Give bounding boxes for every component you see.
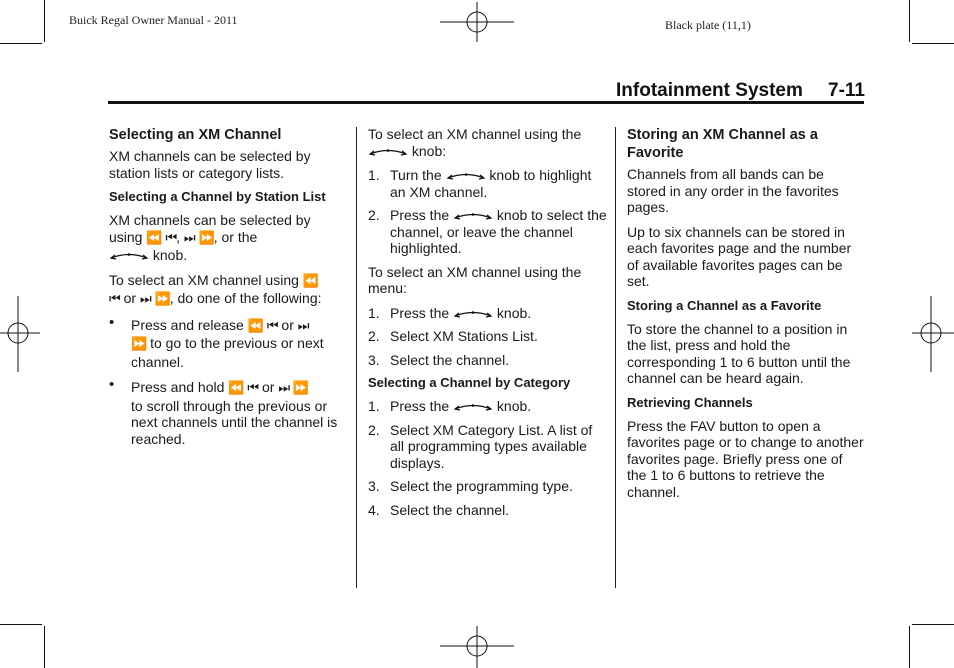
- list-item: [368, 305, 608, 322]
- skip-back-icon: ⏮: [109, 292, 120, 307]
- registration-target-icon: [0, 296, 40, 372]
- skip-back-icon: ⏮: [266, 318, 278, 334]
- crop-mark: [909, 0, 910, 42]
- subheading-retrieving: Retrieving Channels: [627, 394, 753, 410]
- subheading-category: Selecting a Channel by Category: [368, 375, 571, 390]
- crop-mark: [0, 43, 42, 44]
- text: to go to the previous or next channel.: [131, 335, 324, 370]
- text: or: [281, 316, 294, 333]
- crop-mark: [912, 43, 954, 44]
- step-number: 2.: [368, 207, 380, 223]
- page-number: 7-11: [828, 80, 865, 101]
- plate-note: Black plate (11,1): [665, 18, 751, 32]
- paragraph-selection-methods: XM channels can be selected by using ⏪ ⏮, ⏭ ⏩, or the knob.: [109, 212, 311, 263]
- skip-back-icon: ⏮: [165, 230, 177, 246]
- crop-mark: [912, 624, 954, 625]
- tune-knob-icon: [368, 147, 408, 157]
- text: knob.: [496, 398, 532, 414]
- step-number: 3.: [368, 478, 380, 494]
- subheading-storing: Storing a Channel as a Favorite: [627, 297, 822, 313]
- list-item: [368, 167, 608, 200]
- intro-menu: To select an XM channel using the menu:: [368, 263, 582, 296]
- text: Select the channel.: [390, 351, 510, 368]
- step-number: 1.: [368, 398, 380, 414]
- list-item: [368, 398, 608, 415]
- text: or: [123, 290, 137, 306]
- text: Turn the: [390, 167, 442, 183]
- list-item: [368, 352, 608, 369]
- seek-back-icon: ⏪: [146, 230, 162, 246]
- skip-back-icon: ⏮: [247, 381, 259, 396]
- text: Select the programming type.: [390, 478, 573, 494]
- registration-target-icon: [440, 626, 516, 668]
- crop-mark: [44, 626, 45, 668]
- step-number: 1.: [368, 304, 380, 321]
- seek-back-icon: ⏪: [228, 381, 244, 396]
- text: or: [261, 379, 275, 395]
- column-2: [368, 126, 608, 525]
- list-item: [368, 502, 608, 519]
- step-number: 4.: [368, 501, 380, 518]
- text: Select XM Category List. A list of all programming types available displays.: [390, 421, 593, 471]
- skip-forward-icon: ⏭: [139, 292, 151, 307]
- tune-knob-icon: [453, 309, 493, 319]
- seek-forward-icon: ⏩: [198, 230, 214, 246]
- tune-knob-icon: [453, 211, 493, 221]
- tune-knob-icon: [453, 402, 493, 412]
- intro-paragraph: XM channels can be selected by station lists or category lists.: [109, 148, 311, 181]
- skip-forward-icon: ⏭: [278, 381, 290, 396]
- text: To select an XM channel using: [109, 271, 299, 288]
- intro-knob: [368, 126, 608, 159]
- skip-forward-icon: ⏭: [297, 318, 309, 334]
- seek-back-icon: ⏪: [302, 273, 318, 289]
- text: to scroll through the previous or next channels until the channel is reached.: [131, 397, 338, 447]
- manual-title-note: Buick Regal Owner Manual - 2011: [69, 13, 238, 27]
- crop-mark: [0, 624, 42, 625]
- list-item: [368, 328, 608, 345]
- heading-storing-favorite: Storing an XM Channel as a Favorite: [627, 127, 818, 161]
- seek-forward-icon: ⏩: [131, 337, 147, 352]
- crop-mark: [44, 0, 45, 42]
- header-rule: [108, 101, 864, 104]
- text: , do one of the following:: [169, 290, 322, 306]
- tune-knob-icon: [109, 251, 149, 261]
- text: knob.: [496, 304, 532, 321]
- seek-forward-icon: ⏩: [292, 381, 309, 396]
- subheading-station-list: Selecting a Channel by Station List: [109, 189, 326, 204]
- paragraph: To store the channel to a position in the list, press and hold the corresponding 1 to 6 button until the channel can be heard again.: [627, 320, 851, 386]
- list-item: [368, 207, 608, 257]
- skip-forward-icon: ⏭: [183, 230, 195, 246]
- list-item: [368, 422, 608, 472]
- paragraph: Press the FAV button to open a favorites page or to change to another favorites page. Briefly press one of the 1 to 6 buttons to retrieve the channel.: [627, 417, 864, 500]
- step-number: 3.: [368, 351, 380, 368]
- text: Press the: [390, 207, 450, 223]
- text: Press and hold: [131, 379, 225, 395]
- text: knob to highlight an XM channel.: [390, 167, 592, 200]
- text: , or the: [213, 228, 258, 245]
- registration-target-icon: [912, 296, 954, 372]
- list-item: [109, 379, 345, 447]
- seek-back-icon: ⏪: [247, 318, 263, 334]
- text: Select XM Stations List.: [390, 328, 538, 344]
- column-3: [627, 126, 864, 508]
- paragraph-select-using: [109, 272, 345, 309]
- text: XM channels can be selected by using: [109, 212, 311, 245]
- text: Press the: [390, 304, 450, 321]
- column-divider: [356, 127, 357, 588]
- list-item: [109, 317, 345, 371]
- text: knob.: [152, 247, 188, 263]
- text: Press and release: [131, 316, 244, 333]
- text: knob to select the channel, or leave the channel highlighted.: [390, 207, 607, 256]
- column-1: [109, 126, 345, 456]
- section-title: Infotainment System: [616, 80, 803, 101]
- text: Press the: [390, 398, 450, 414]
- heading-selecting-xm: Selecting an XM Channel: [109, 127, 282, 143]
- step-number: 2.: [368, 328, 380, 344]
- column-divider: [615, 127, 616, 588]
- step-number: 1.: [368, 167, 380, 183]
- paragraph: Channels from all bands can be stored in any order in the favorites pages.: [627, 166, 839, 215]
- text: Select the channel.: [390, 501, 510, 518]
- list-item: [368, 478, 608, 495]
- registration-target-icon: [440, 2, 516, 42]
- text: knob:: [411, 142, 447, 159]
- paragraph: Up to six channels can be stored in each favorites page and the number of available favorites pages can be set.: [627, 223, 852, 289]
- seek-forward-icon: ⏩: [154, 292, 170, 307]
- crop-mark: [909, 626, 910, 668]
- text: To select an XM channel using the: [368, 126, 582, 142]
- tune-knob-icon: [446, 171, 486, 181]
- step-number: 2.: [368, 421, 380, 438]
